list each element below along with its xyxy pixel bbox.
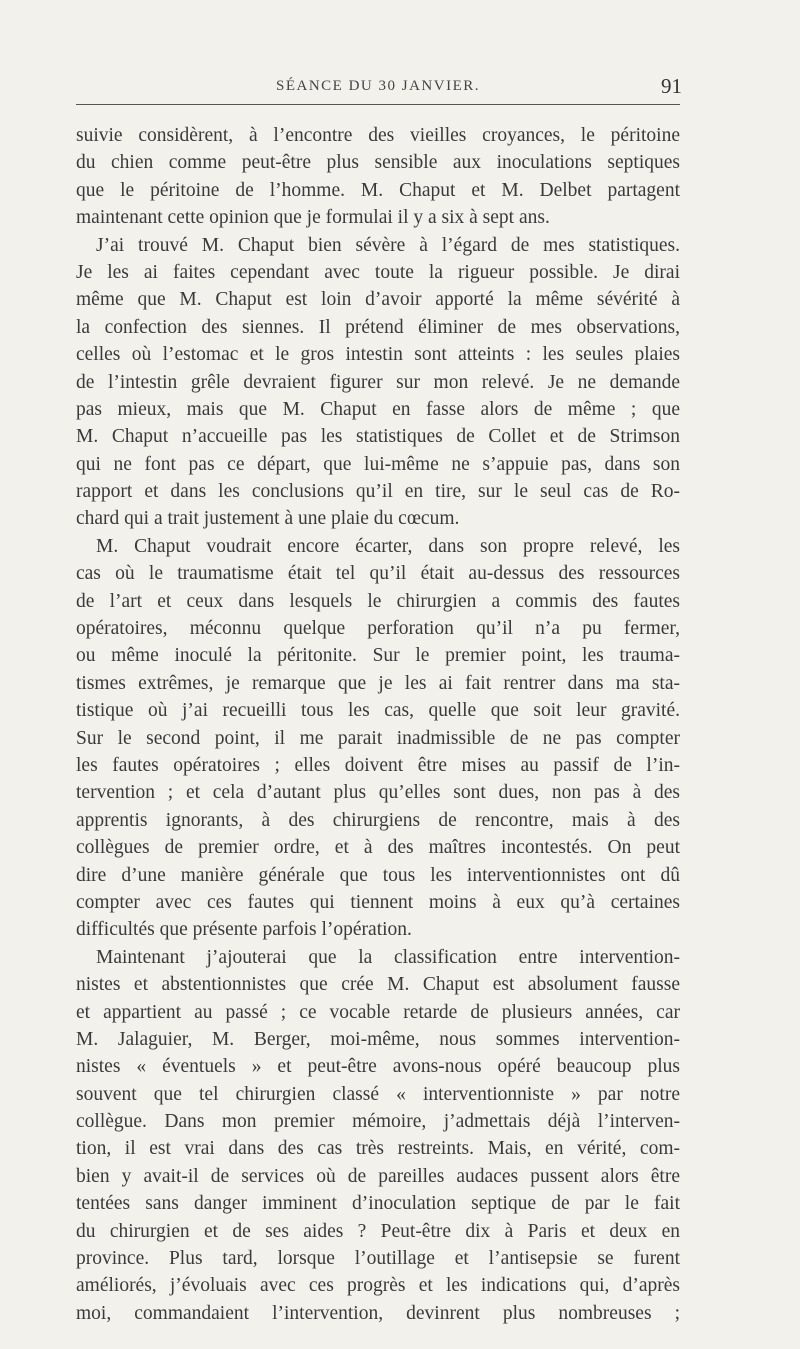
text-line: qui ne font pas ce départ, que lui-même ne s’appuie pas, dans son	[76, 453, 680, 475]
text-line: tismes extrêmes, je remarque que je les ai fait rentrer dans ma sta-	[76, 672, 680, 694]
text-line: M. Jalaguier, M. Berger, moi-même, nous sommes intervention-	[76, 1028, 680, 1050]
text-line: et appartient au passé ; ce vocable retarde de plusieurs années, car	[76, 1001, 680, 1023]
text-line: M. Chaput n’accueille pas les statistiques de Collet et de Strimson	[76, 426, 680, 448]
text-line: moi, commandaient l’intervention, devinrent plus nombreuses ;	[76, 1302, 680, 1324]
text-line: suivie considèrent, à l’encontre des vieilles croyances, le péritoine	[76, 125, 680, 146]
text-line: compter avec ces fautes qui tiennent moins à eux qu’à certaines	[76, 891, 680, 913]
header-rule	[76, 104, 680, 105]
text-line: de l’art et ceux dans lesquels le chirurgien a commis des fautes	[76, 590, 680, 612]
text-line: nistes et abstentionnistes que crée M. Chaput est absolument fausse	[76, 974, 680, 996]
text-line: améliorés, j’évoluais avec ces progrès et les indications qui, d’après	[76, 1275, 680, 1297]
text-line: tion, il est vrai dans des cas très restreints. Mais, en vérité, com-	[76, 1138, 680, 1160]
text-line: nistes « éventuels » et peut-être avons-nous opéré beaucoup plus	[76, 1056, 680, 1078]
text-line: du chien comme peut-être plus sensible aux inoculations septiques	[76, 152, 680, 174]
text-line: Je les ai faites cependant avec toute la rigueur possible. Je dirai	[76, 261, 680, 283]
text-line: les fautes opératoires ; elles doivent être mises au passif de l’in-	[76, 754, 680, 776]
text-line: maintenant cette opinion que je formulai il y a six à sept ans.	[76, 207, 550, 229]
text-line: collègues de premier ordre, et à des maîtres incontestés. On peut	[76, 837, 680, 859]
text-line: celles où l’estomac et le gros intestin sont atteints : les seules plaies	[76, 344, 680, 366]
text-line: Sur le second point, il me parait inadmissible de ne pas compter	[76, 727, 680, 749]
text-line: chard qui a trait justement à une plaie du cœcum.	[76, 508, 460, 530]
text-line: J’ai trouvé M. Chaput bien sévère à l’égard de mes statistiques.	[96, 234, 680, 256]
text-line: apprentis ignorants, à des chirurgiens de rencontre, mais à des	[76, 809, 680, 831]
text-line: opératoires, méconnu quelque perforation qu’il n’a pu fermer,	[76, 618, 680, 640]
text-line: tistique où j’ai recueilli tous les cas, quelle que soit leur gravité.	[76, 700, 680, 722]
running-title: SÉANCE DU 30 JANVIER.	[276, 78, 480, 94]
text-line: ou même inoculé la péritonite. Sur le premier point, les trauma-	[76, 645, 680, 667]
text-line: tervention ; et cela d’autant plus qu’elles sont dues, non pas à des	[76, 782, 680, 804]
text-line: de l’intestin grêle devraient figurer sur mon relevé. Je ne demande	[76, 371, 680, 393]
text-line: cas où le traumatisme était tel qu’il était au-dessus des ressources	[76, 563, 680, 585]
text-line: bien y avait-il de services où de pareilles audaces pussent alors être	[76, 1165, 680, 1187]
text-line: la confection des siennes. Il prétend éliminer de mes observations,	[76, 316, 680, 338]
text-line: M. Chaput voudrait encore écarter, dans son propre relevé, les	[96, 535, 680, 557]
text-line: collègue. Dans mon premier mémoire, j’admettais déjà l’interven-	[76, 1111, 680, 1133]
page-number: 91	[661, 74, 682, 98]
running-head	[76, 74, 680, 100]
text-line: du chirurgien et de ses aides ? Peut-être dix à Paris et deux en	[76, 1220, 680, 1242]
text-line: pas mieux, mais que M. Chaput en fasse alors de même ; que	[76, 398, 680, 420]
body-text	[76, 122, 680, 1327]
text-line: tentées sans danger imminent d’inoculation septique de par le fait	[76, 1193, 680, 1215]
text-line: souvent que tel chirurgien classé « interventionniste » par notre	[76, 1083, 680, 1105]
text-line: province. Plus tard, lorsque l’outillage et l’antisepsie se furent	[76, 1248, 680, 1270]
text-line: Maintenant j’ajouterai que la classification entre intervention-	[96, 946, 680, 968]
text-line: même que M. Chaput est loin d’avoir apporté la même sévérité à	[76, 289, 680, 311]
text-line: que le péritoine de l’homme. M. Chaput et M. Delbet partagent	[76, 179, 680, 201]
text-line: difficultés que présente parfois l’opération.	[76, 919, 412, 941]
text-line: dire d’une manière générale que tous les interventionnistes ont dû	[76, 864, 680, 886]
text-line: rapport et dans les conclusions qu’il en tire, sur le seul cas de Ro-	[76, 481, 680, 503]
